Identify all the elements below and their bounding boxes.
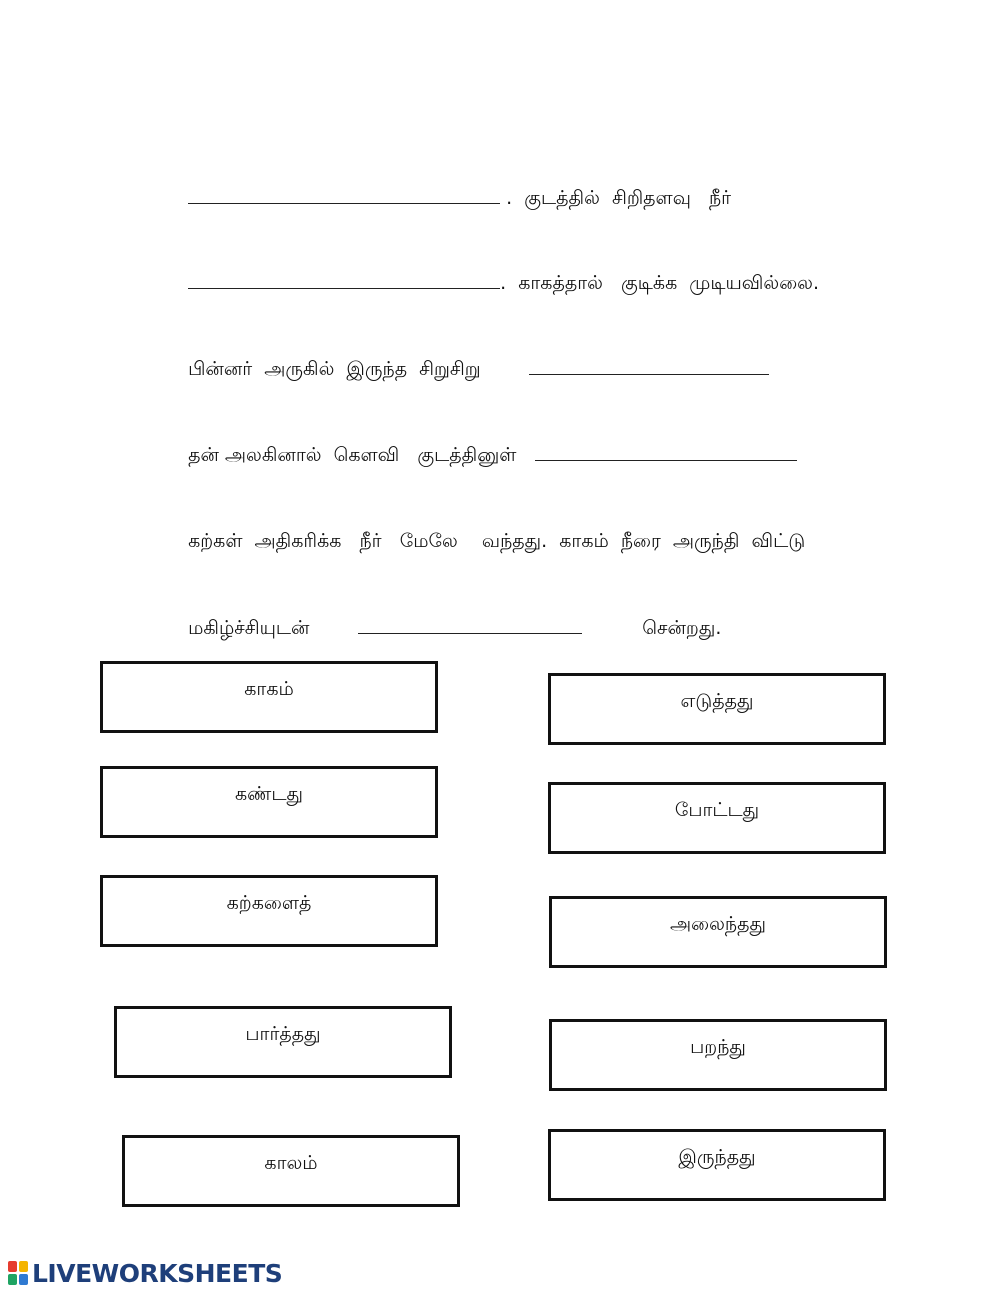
option-box-right-1[interactable]: எடுத்தது [548,673,886,745]
sentence-line-5: கற்கள் அதிகரிக்க நீர் மேலே வந்தது. காகம் நீரை அருந்தி விட்டு [188,530,806,552]
logo-square-red [8,1261,17,1272]
blank-4[interactable] [535,446,797,461]
logo-square-blue [19,1274,28,1285]
option-box-right-4[interactable]: பறந்து [549,1019,887,1091]
option-box-left-4[interactable]: பார்த்தது [114,1006,452,1078]
logo-square-green [8,1274,17,1285]
option-box-right-5[interactable]: இருந்தது [548,1129,886,1201]
sentence-line-3: பின்னர் அருகில் இருந்த சிறுசிறு [176,333,769,381]
logo-text: LIVEWORKSHEETS [32,1258,283,1288]
blank-3[interactable] [529,360,769,375]
sentence-line-2: . காகத்தால் குடிக்க முடியவில்லை. [176,247,819,295]
sentence-line-6: மகிழ்ச்சியுடன் சென்றது. [188,617,722,639]
logo-square-yellow [19,1261,28,1272]
option-box-left-2[interactable]: கண்டது [100,766,438,838]
option-box-left-5[interactable]: காலம் [122,1135,460,1207]
option-box-left-1[interactable]: காகம் [100,661,438,733]
option-box-left-3[interactable]: கற்களைத் [100,875,438,947]
sentence-line-4: தன் அலகினால் கெளவி குடத்தினுள் [176,419,797,467]
blank-5[interactable] [358,619,582,634]
sentence-line-1: . குடத்தில் சிறிதளவு நீர் [176,162,731,210]
liveworksheets-logo[interactable] [8,1258,282,1288]
blank-2[interactable] [188,274,500,289]
logo-squares-icon [8,1261,28,1285]
option-box-right-3[interactable]: அலைந்தது [549,896,887,968]
blank-1[interactable] [188,189,500,204]
option-box-right-2[interactable]: போட்டது [548,782,886,854]
